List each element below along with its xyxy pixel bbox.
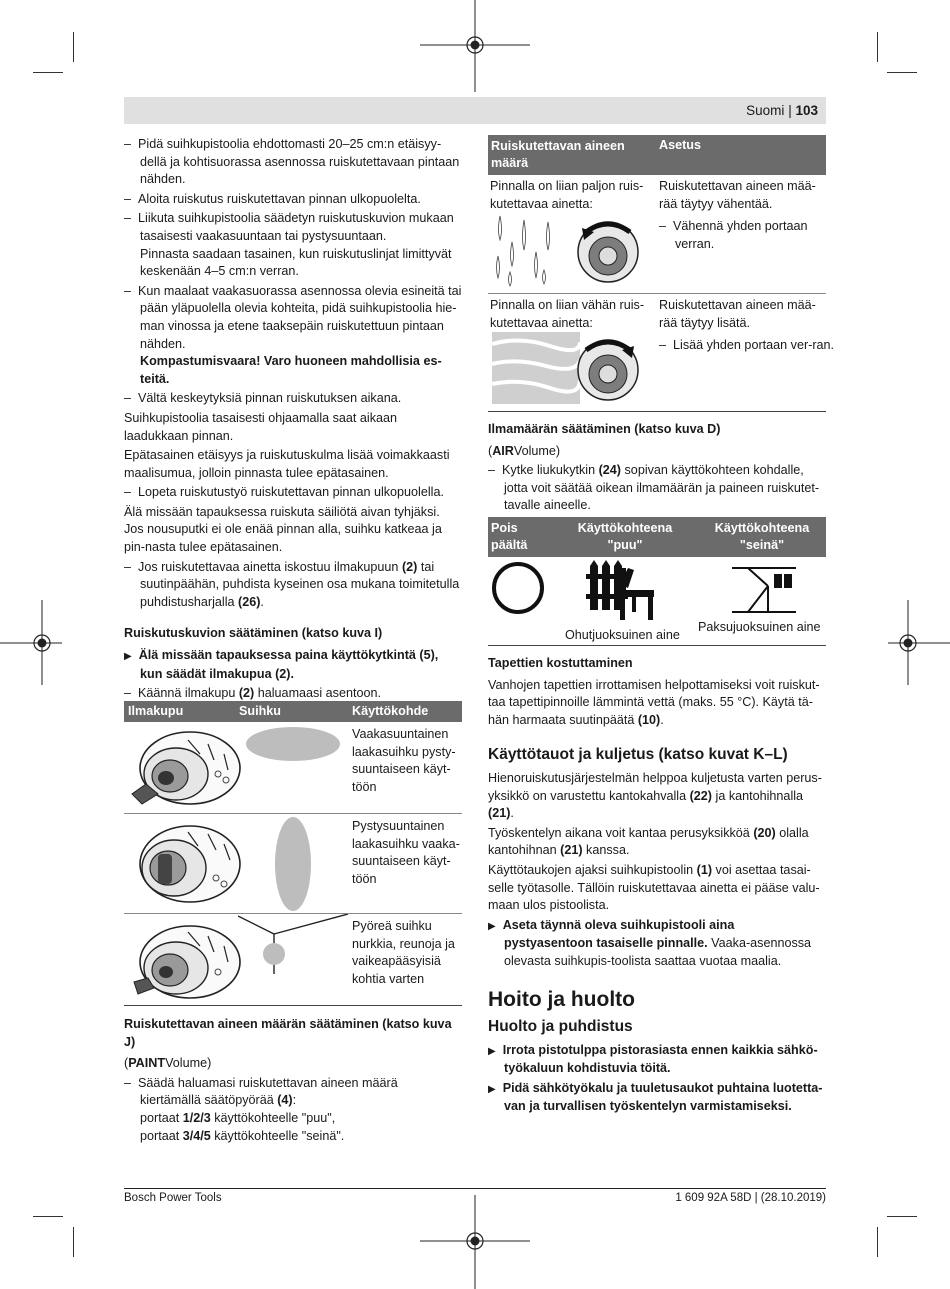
table-cell: Pinnalla on liian paljon ruis-kutettavaa ainetta: bbox=[490, 179, 644, 211]
table-cell: Vaakasuuntainen laakasuihku pysty-suuntaiseen käyt-töön bbox=[352, 727, 456, 794]
crop-mark bbox=[73, 32, 74, 62]
table-bottom-rule bbox=[488, 645, 826, 646]
section-heading: Käyttötauot ja kuljetus (katso kuvat K–L) bbox=[488, 746, 788, 764]
list-item: – Liikuta suihkupistoolia säädetyn ruiskutuskuvion mukaan tasaisesti vaakasuuntaan tai pystysuuntaan. Pinnasta saadaan tasainen, kun ruiskutuslinjat limittyvät keskenään 4–5 cm:n verran. bbox=[124, 211, 454, 279]
header-language: Suomi bbox=[746, 103, 785, 118]
air-table-header: Pois päältä Käyttökohteena "puu" Käyttökohteena "seinä" bbox=[488, 517, 826, 557]
crop-mark bbox=[73, 1227, 74, 1257]
section-heading: Ruiskutettavan aineen määrän säätäminen (katso kuva J) bbox=[124, 1017, 452, 1049]
left-column bbox=[124, 136, 462, 705]
section-heading: Huolto ja puhdistus bbox=[488, 1018, 633, 1036]
air-cap-round-icon bbox=[128, 918, 246, 1004]
crop-mark bbox=[33, 1216, 63, 1217]
footer-doc-id: 1 609 92A 58D | (28.10.2019) bbox=[675, 1192, 826, 1204]
paragraph: Epätasainen etäisyys ja ruiskutuskulma lisää voimakkaasti maalisumua, jolloin pinnasta tulee epätasainen. bbox=[124, 448, 450, 480]
round-spray-corner-icon bbox=[238, 914, 348, 974]
list-item: – Vältä keskeytyksiä pinnan ruiskutuksen aikana. bbox=[124, 391, 402, 406]
paragraph: Suihkupistoolia tasaisesti ohjaamalla saat aikaan laadukkaan pinnan. bbox=[124, 410, 398, 443]
arrow-icon: ▶ bbox=[124, 651, 132, 663]
off-circle-icon bbox=[490, 561, 550, 617]
warning-item: ▶ Älä missään tapauksessa paina käyttökytkintä (5), kun säädät ilmakupua (2). bbox=[124, 648, 439, 681]
table-bottom-rule bbox=[488, 411, 826, 412]
warning-item: ▶ Aseta täynnä oleva suihkupistooli aina pystyasentoon tasaiselle pinnalle. Vaaka-asennossa olevasta suihkupis-toolista saattaa vuotaa maalia. bbox=[488, 917, 812, 968]
too-much-paint-illustration bbox=[490, 212, 650, 290]
page-header bbox=[746, 103, 818, 118]
list-item: – Käännä ilmakupu (2) haluamaasi asentoon. bbox=[124, 686, 381, 701]
list-item: – Pidä suihkupistoolia ehdottomasti 20–25 cm:n etäisyy-dellä ja kohtisuorassa asennossa ruiskutettavaan pintaan nähden. bbox=[124, 137, 460, 187]
volume-label: (AIRVolume) bbox=[488, 443, 561, 458]
section-heading: Tapettien kostuttaminen bbox=[488, 656, 633, 670]
list-item: – Aloita ruiskutus ruiskutettavan pinnan ulkopuolelta. bbox=[124, 191, 421, 206]
list-item: – Jos ruiskutettavaa ainetta iskostuu ilmakupuun (2) tai suutinpäähän, puhdista kyseinen osa mukana toimitetulla puhdistusharjalla (26). bbox=[124, 559, 460, 609]
pattern-table-header: Ilmakupu Suihku Käyttökohde bbox=[124, 701, 462, 722]
crop-mark bbox=[887, 1216, 917, 1217]
table-caption: Paksujuoksuinen aine bbox=[698, 620, 821, 634]
page-number: 103 bbox=[795, 103, 818, 118]
table-divider bbox=[488, 293, 826, 294]
air-cap-vertical-icon bbox=[128, 818, 246, 908]
registration-mark-icon bbox=[888, 600, 950, 685]
paragraph: Älä missään tapauksessa ruiskuta säiliötä aivan tyhjäksi. Jos nousuputki ei ole enää pinnan alla, suihku katkeaa ja pin-nasta tulee epätasainen. bbox=[124, 504, 442, 555]
section-heading: Ruiskutuskuvion säätäminen (katso kuva I) bbox=[124, 626, 383, 641]
air-section bbox=[488, 421, 826, 517]
right-column-bottom bbox=[488, 655, 826, 1118]
table-divider bbox=[124, 813, 462, 814]
table-caption: Ohutjuoksuinen aine bbox=[565, 628, 680, 642]
volume-label: (PAINTVolume) bbox=[124, 1056, 212, 1071]
table-cell: Pystysuuntainen laakasuihku vaaka-suuntaiseen käyt-töön bbox=[352, 819, 460, 886]
chapter-heading: Hoito ja huolto bbox=[488, 987, 635, 1011]
registration-mark-icon bbox=[0, 600, 62, 685]
footer-brand: Bosch Power Tools bbox=[124, 1192, 222, 1204]
arrow-icon: ▶ bbox=[488, 1083, 496, 1095]
list-item: – Lopeta ruiskutustyö ruiskutettavan pinnan ulkopuolella. bbox=[124, 485, 444, 500]
paragraph: Käyttötaukojen ajaksi suihkupistoolin (1) voi asettaa tasai-selle työtasolle. Tällöin ruiskutettavaa ainetta ei pääse valu-maan ulos pistoolista. bbox=[488, 862, 820, 913]
list-item: – Vähennä yhden portaan verran. bbox=[659, 219, 808, 251]
warning-item: ▶ Irrota pistotulppa pistorasiasta ennen kaikkia sähkö-työkaluun kohdistuvia töitä. bbox=[488, 1042, 818, 1076]
section-heading: Ilmamäärän säätäminen (katso kuva D) bbox=[488, 422, 721, 436]
table-cell: Ruiskutettavan aineen mää-rää täytyy lisätä. bbox=[659, 298, 816, 330]
list-item: – Kytke liukukytkin (24) sopivan käyttökohteen kohdalle, jotta voit säätää oikean ilmamäärän ja paineen ruiskutet-tavalle aineelle. bbox=[488, 463, 820, 513]
crop-mark bbox=[887, 72, 917, 73]
too-little-paint-illustration bbox=[490, 330, 650, 408]
crop-mark bbox=[33, 72, 63, 73]
flat-spray-vertical-shape bbox=[275, 817, 311, 911]
arrow-icon: ▶ bbox=[488, 920, 496, 932]
table-cell: Pinnalla on liian vähän ruis-kutettavaa ainetta: bbox=[490, 298, 645, 330]
list-item: – Säädä haluamasi ruiskutettavan aineen määrä kiertämällä säätöpyörää (4): portaat 1/2/3 käyttökohteelle "puu", portaat 3/4/5 käyttökohteelle "seinä". bbox=[124, 1075, 398, 1143]
table-cell: Pyöreä suihku nurkkia, reunoja ja vaikeapääsyisiä kohtia varten bbox=[352, 919, 455, 986]
crop-mark bbox=[877, 1227, 878, 1257]
arrow-icon: ▶ bbox=[488, 1045, 496, 1057]
table-cell: Ruiskutettavan aineen mää-rää täytyy vähentää. bbox=[659, 179, 816, 211]
wood-fence-chair-icon bbox=[584, 558, 664, 622]
air-cap-horizontal-icon bbox=[128, 724, 246, 810]
paragraph: Vanhojen tapettien irrottamisen helpottamiseksi voit ruiskut-taa tapettipinnoille lämmintä vettä (maks. 55 °C). Käytä tä-hän harmaata suutinpäätä (10). bbox=[488, 677, 820, 727]
footer-rule bbox=[124, 1188, 826, 1189]
list-item: – Kun maalaat vaakasuorassa asennossa olevia esineitä tai pään yläpuolella olevia kohteita, pidä suihkupistoolia hie-man vinossa ja etene taaksepäin ruiskutettuun pintaan nähden. Kompastumisvaara! Varo huoneen mahdollisia es-teitä. bbox=[124, 283, 462, 386]
registration-mark-icon bbox=[420, 1195, 530, 1289]
table-bottom-rule bbox=[124, 1005, 462, 1006]
paragraph: Työskentelyn aikana voit kantaa perusyksikköä (20) olalla kantohihnan (21) kanssa. bbox=[488, 825, 809, 858]
warning-item: ▶ Pidä sähkötyökalu ja tuuletusaukot puhtaina luotetta-van ja turvallisen työskentelyn varmistamiseksi. bbox=[488, 1080, 823, 1114]
list-item: – Lisää yhden portaan ver-ran. bbox=[659, 338, 835, 352]
left-column-bottom bbox=[124, 1016, 462, 1147]
crop-mark bbox=[877, 32, 878, 62]
paragraph: Hienoruiskutusjärjestelmän helppoa kuljetusta varten perus-yksikkö on varustettu kantokahvalla (22) ja kantohihnalla (21). bbox=[488, 770, 822, 821]
warning-text: Kompastumisvaara! Varo huoneen mahdollisia es-teitä. bbox=[140, 354, 442, 386]
page-header-bar bbox=[124, 97, 826, 124]
amount-table-header: Ruiskutettavan aineen määrä Asetus bbox=[488, 135, 826, 175]
registration-mark-icon bbox=[420, 0, 530, 95]
header-separator: | bbox=[788, 103, 792, 118]
wall-ceiling-icon bbox=[728, 562, 800, 616]
flat-spray-horizontal-shape bbox=[246, 727, 340, 761]
